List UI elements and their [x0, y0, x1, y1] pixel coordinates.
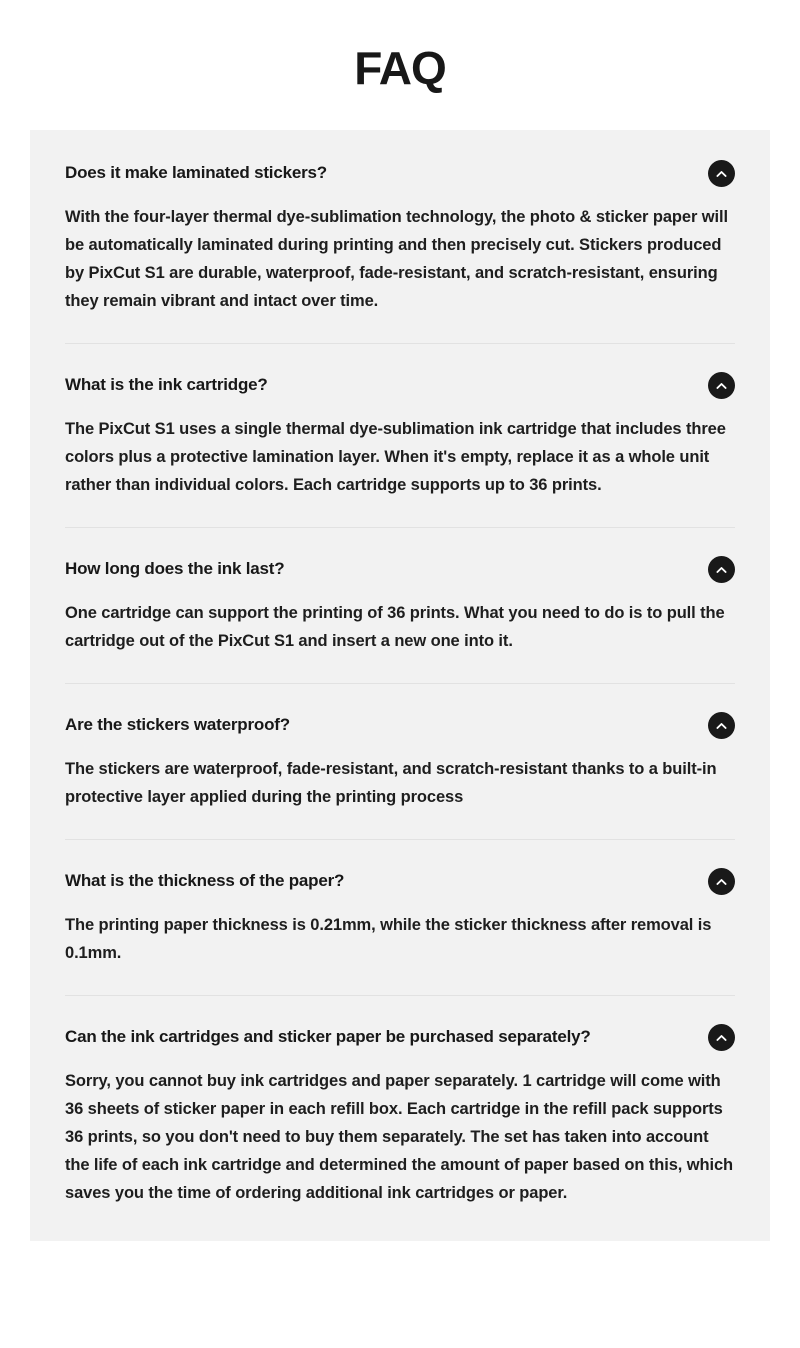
page-title: FAQ	[354, 42, 446, 94]
divider	[65, 839, 735, 840]
chevron-up-icon	[716, 170, 727, 178]
divider	[65, 683, 735, 684]
collapse-toggle-button[interactable]	[708, 712, 735, 739]
faq-answer: The PixCut S1 uses a single thermal dye-sublimation ink cartridge that includes three colors plus a protective lamination layer. When it's empty, replace it as a whole unit rather than individual colors. Each cartridge supports up to 36 prints.	[65, 420, 726, 494]
faq-answer: One cartridge can support the printing of 36 prints. What you need to do is to pull the cartridge out of the PixCut S1 and insert a new one into it.	[65, 604, 725, 650]
faq-answer: With the four-layer thermal dye-sublimation technology, the photo & sticker paper will be automatically laminated during printing and then precisely cut. Stickers produced by PixCut S1 are durable, waterproof, fade-resistant, and scratch-resistant, ensuring they remain vibrant and intact over time.	[65, 208, 728, 310]
faq-question: What is the thickness of the paper?	[65, 871, 345, 891]
faq-item	[65, 868, 735, 967]
faq-item	[65, 372, 735, 499]
divider	[65, 343, 735, 344]
faq-question: What is the ink cartridge?	[65, 375, 268, 395]
page-header	[0, 0, 800, 130]
faq-question: Can the ink cartridges and sticker paper be purchased separately?	[65, 1027, 591, 1047]
faq-item	[65, 712, 735, 811]
faq-question-row[interactable]	[65, 868, 735, 895]
chevron-up-icon	[716, 722, 727, 730]
chevron-up-icon	[716, 1034, 727, 1042]
faq-question: Does it make laminated stickers?	[65, 163, 327, 183]
chevron-up-icon	[716, 566, 727, 574]
faq-item	[65, 556, 735, 655]
faq-panel	[30, 130, 770, 1241]
divider	[65, 995, 735, 996]
faq-item	[65, 1024, 735, 1207]
faq-question: How long does the ink last?	[65, 559, 285, 579]
faq-answer: The stickers are waterproof, fade-resistant, and scratch-resistant thanks to a built-in protective layer applied during the printing process	[65, 760, 717, 806]
chevron-up-icon	[716, 878, 727, 886]
faq-question-row[interactable]	[65, 160, 735, 187]
collapse-toggle-button[interactable]	[708, 372, 735, 399]
faq-question-row[interactable]	[65, 372, 735, 399]
faq-item	[65, 160, 735, 315]
chevron-up-icon	[716, 382, 727, 390]
collapse-toggle-button[interactable]	[708, 1024, 735, 1051]
collapse-toggle-button[interactable]	[708, 868, 735, 895]
faq-question: Are the stickers waterproof?	[65, 715, 290, 735]
divider	[65, 527, 735, 528]
faq-question-row[interactable]	[65, 556, 735, 583]
faq-question-row[interactable]	[65, 1024, 735, 1051]
collapse-toggle-button[interactable]	[708, 556, 735, 583]
faq-answer: Sorry, you cannot buy ink cartridges and paper separately. 1 cartridge will come with 36 sheets of sticker paper in each refill box. Each cartridge in the refill pack supports 36 prints, so you don't need to buy them separately. The set has taken into account the life of each ink cartridge and determined the amount of paper based on this, which saves you the time of ordering additional ink cartridges or paper.	[65, 1072, 734, 1202]
collapse-toggle-button[interactable]	[708, 160, 735, 187]
faq-question-row[interactable]	[65, 712, 735, 739]
faq-answer: The printing paper thickness is 0.21mm, while the sticker thickness after removal is 0.1mm.	[65, 916, 712, 962]
